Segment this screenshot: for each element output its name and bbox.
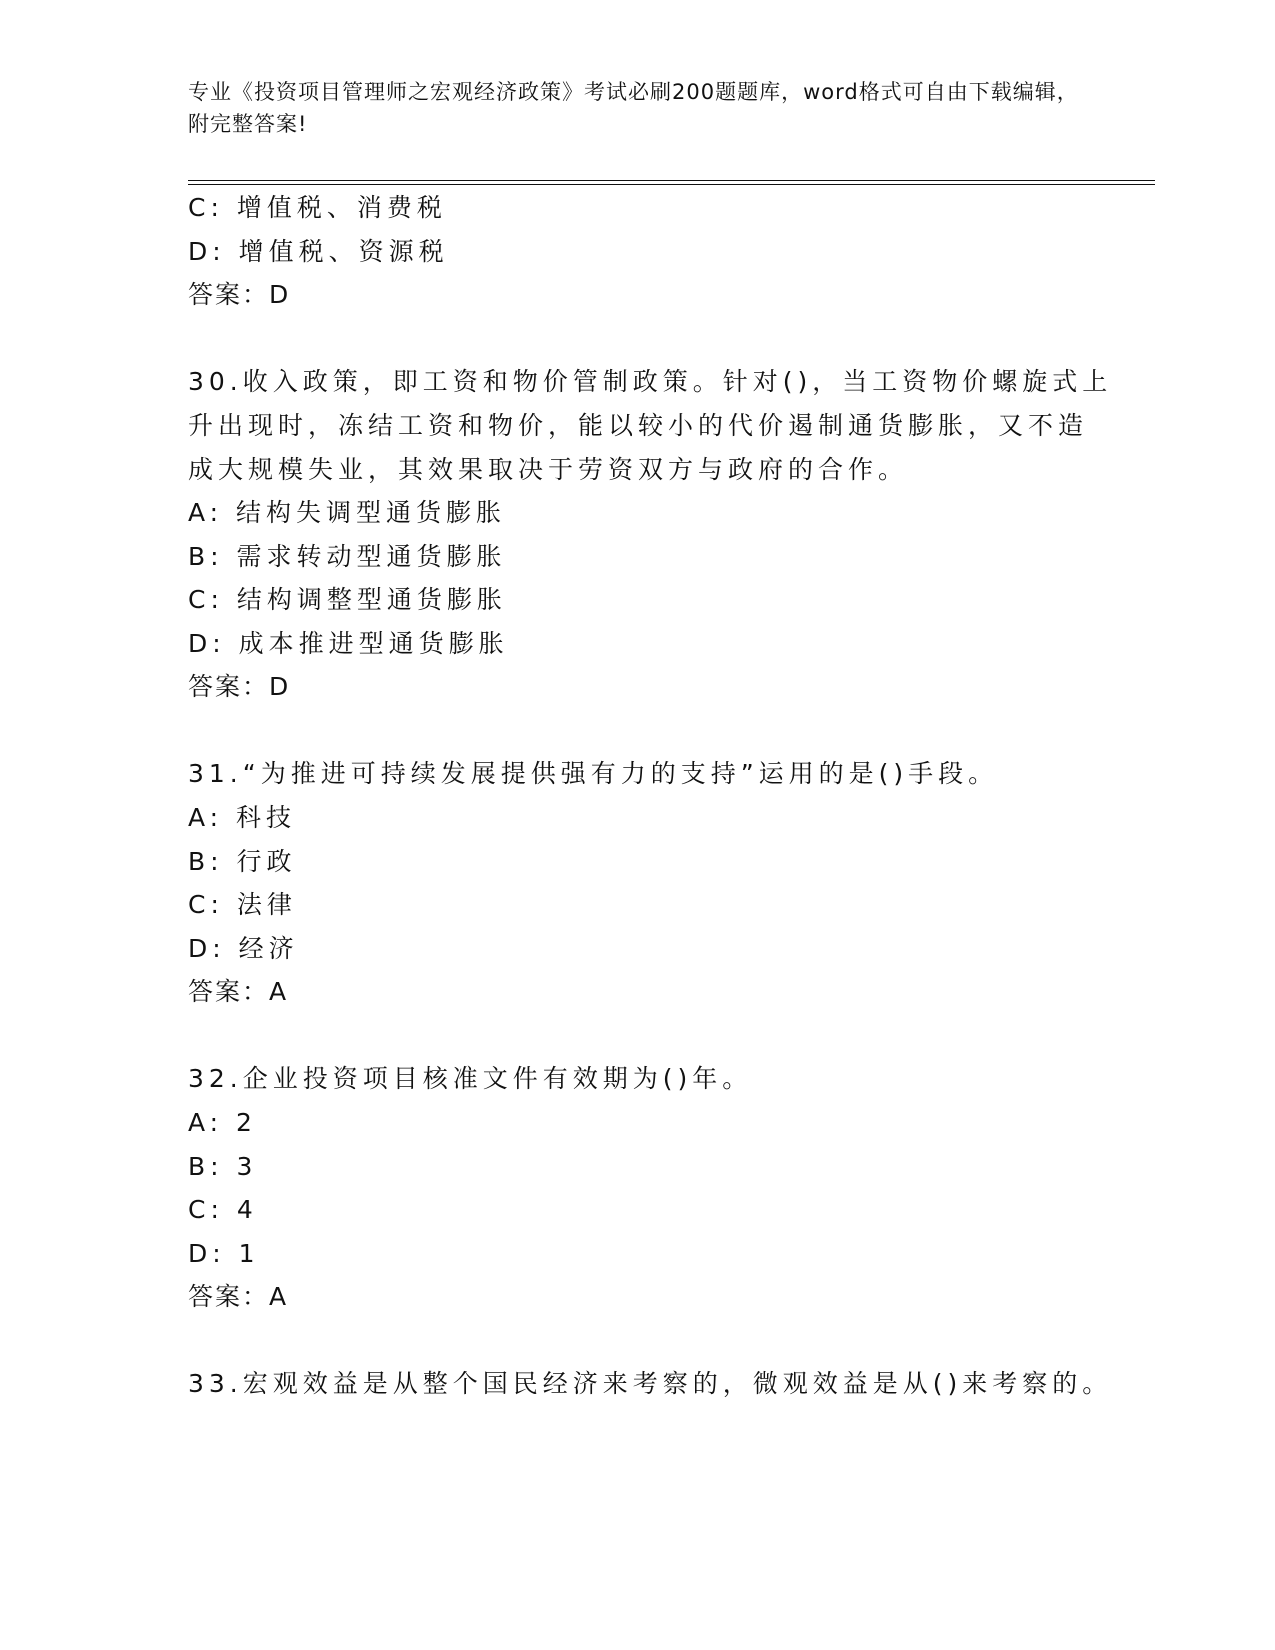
question-33-text: 33.宏观效益是从整个国民经济来考察的，微观效益是从()来考察的。 bbox=[188, 1369, 1113, 1398]
question-32-option-a: A: 2 bbox=[188, 1108, 257, 1137]
question-30-line-1: 30.收入政策，即工资和物价管制政策。针对()，当工资物价螺旋式上 bbox=[188, 367, 1113, 396]
document-header: 专业《投资项目管理师之宏观经济政策》考试必刷200题题库，word格式可自由下载编辑，附完整答案! bbox=[188, 80, 1079, 136]
question-30-option-c: C: 结构调整型通货膨胀 bbox=[188, 585, 507, 614]
answer: 答案：D bbox=[188, 280, 291, 309]
question-30-option-d: D: 成本推进型通货膨胀 bbox=[188, 629, 509, 658]
question-30-line-2: 升出现时，冻结工资和物价，能以较小的代价遏制通货膨胀，又不造 bbox=[188, 411, 1089, 440]
header-rule-top bbox=[188, 180, 1155, 181]
question-31-option-d: D: 经济 bbox=[188, 934, 299, 963]
option-c: C: 增值税、消费税 bbox=[188, 193, 447, 222]
question-31-option-b: B: 行政 bbox=[188, 847, 297, 876]
question-31-text: 31.“为推进可持续发展提供强有力的支持”运用的是()手段。 bbox=[188, 759, 999, 788]
question-30-option-b: B: 需求转动型通货膨胀 bbox=[188, 542, 507, 571]
question-31-answer: 答案：A bbox=[188, 977, 289, 1006]
question-32-text: 32.企业投资项目核准文件有效期为()年。 bbox=[188, 1064, 753, 1093]
question-30-answer: 答案：D bbox=[188, 672, 291, 701]
question-30-line-3: 成大规模失业，其效果取决于劳资双方与政府的合作。 bbox=[188, 455, 909, 484]
question-32-answer: 答案：A bbox=[188, 1282, 289, 1311]
question-31-option-c: C: 法律 bbox=[188, 890, 297, 919]
question-30-option-a: A: 结构失调型通货膨胀 bbox=[188, 498, 507, 527]
question-32-option-c: C: 4 bbox=[188, 1195, 258, 1224]
question-32-option-b: B: 3 bbox=[188, 1152, 258, 1181]
question-32-option-d: D: 1 bbox=[188, 1239, 260, 1268]
option-d: D: 增值税、资源税 bbox=[188, 237, 449, 266]
question-31-option-a: A: 科技 bbox=[188, 803, 297, 832]
